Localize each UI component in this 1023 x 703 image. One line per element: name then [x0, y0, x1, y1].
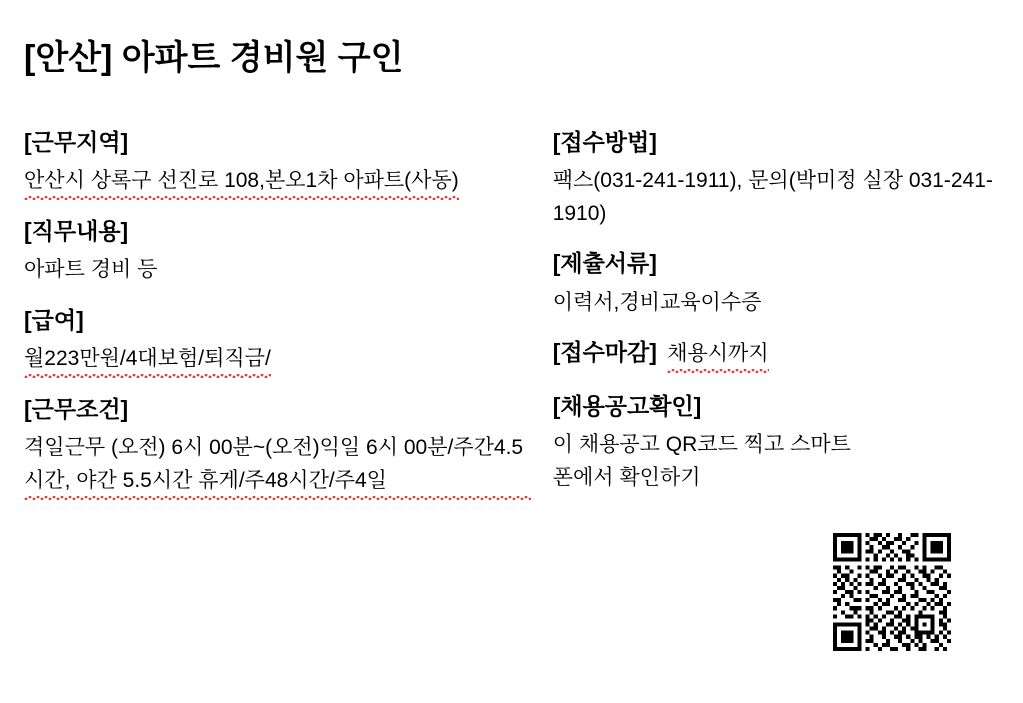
section-application-method	[553, 125, 999, 231]
section-value: 아파트 경비 등	[24, 258, 158, 282]
section-label: [제츌서류]	[552, 250, 657, 277]
section-value: 이 채용공고 QR코드 찍고 스마트폰에서 확인하기	[552, 433, 851, 490]
section-label: [직무내용]	[24, 217, 129, 244]
section-label: [근무조건]	[24, 395, 129, 422]
section-value: 이력서,경비교육이수증	[552, 290, 762, 314]
section-value: 팩스(031-241-1911), 문의(박미정 실장 031-241-1910)	[552, 169, 993, 225]
section-work-conditions	[24, 392, 531, 498]
page-title: [안산] 아파트 경비원 구인	[24, 39, 404, 77]
section-value: 월223만원/4대보험/퇴직금/	[24, 343, 531, 376]
qr-code-icon	[833, 533, 951, 651]
right-column	[531, 125, 999, 514]
section-job-description	[24, 214, 531, 287]
content-columns	[24, 125, 999, 514]
section-value: 격일근무 (오전) 6시 00분~(오전)익일 6시 00분/주간4.5시간, 야간 5.5시간 휴게/주48시간/주4일	[24, 432, 531, 497]
section-label: [채용공고확인]	[552, 392, 702, 419]
section-label: [접수방법]	[552, 128, 657, 155]
section-label: [근무지역]	[24, 128, 129, 155]
section-salary	[24, 303, 531, 376]
section-work-area	[24, 125, 531, 198]
section-value: 채용시까지	[661, 342, 768, 365]
section-required-documents	[553, 246, 999, 319]
left-column	[24, 125, 531, 514]
section-value: 안산시 상록구 선진로 108,본오1차 아파트(사동)	[24, 165, 531, 198]
section-label: [접수마감]	[552, 339, 657, 366]
section-label: [급여]	[24, 306, 84, 333]
section-application-deadline	[553, 335, 999, 371]
section-posting-check	[553, 389, 999, 495]
